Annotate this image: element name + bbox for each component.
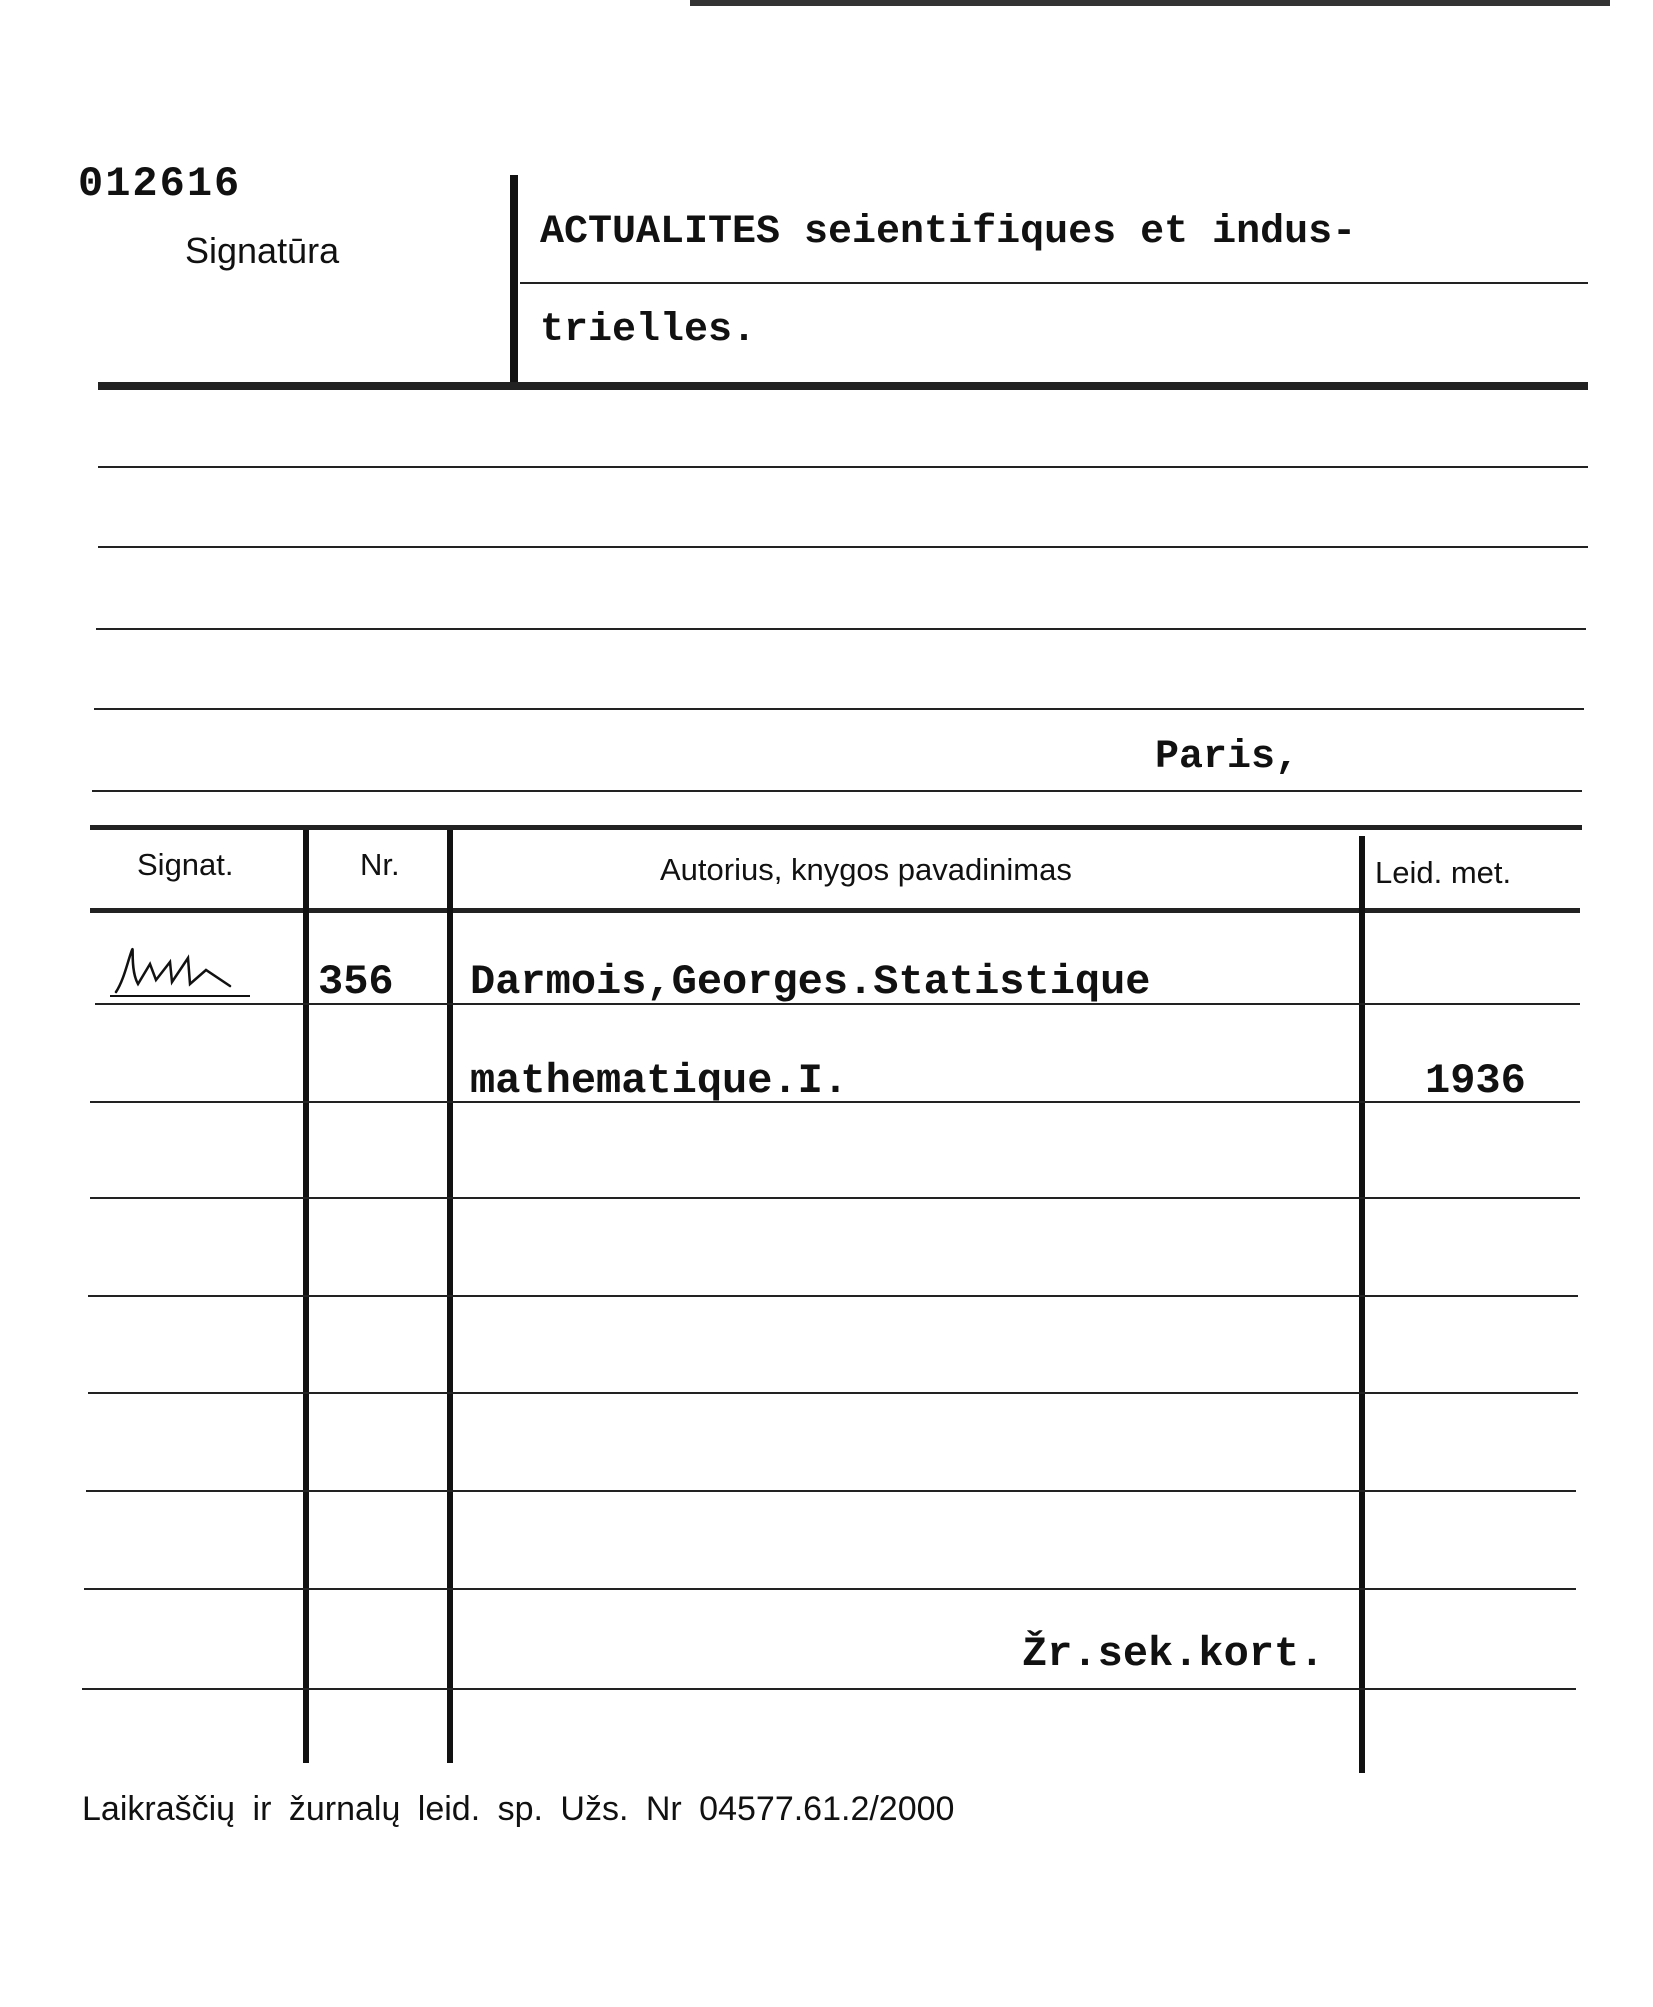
column-divider [1359, 836, 1365, 1773]
table-row-line [86, 1490, 1576, 1492]
ruled-line [98, 466, 1588, 468]
handwritten-signature [110, 940, 250, 1000]
ruled-line [96, 628, 1586, 630]
header-nr: Nr. [360, 847, 400, 882]
entry-title-line1: Darmois,Georges.Statistique [470, 958, 1151, 1006]
header-bottom-rule [90, 908, 1580, 913]
signatura-label: Signatūra [185, 230, 340, 271]
entry-year: 1936 [1425, 1057, 1526, 1105]
catalog-number: 012616 [78, 160, 242, 208]
table-row-line [88, 1392, 1578, 1394]
publication-place: Paris, [1155, 735, 1300, 780]
series-title-line2: trielles. [540, 308, 757, 353]
header-signat: Signat. [137, 847, 234, 882]
series-title-line1: ACTUALITES seientifiques et indus- [540, 210, 1357, 255]
header-rule [98, 382, 1588, 390]
table-row-line [88, 1295, 1578, 1297]
header-divider [510, 175, 518, 385]
table-row-line [90, 1197, 1580, 1199]
printer-footer: Laikraščių ir žurnalų leid. sp. Užs. Nr 04577.61.2/2000 [82, 1790, 955, 1828]
header-year: Leid. met. [1375, 855, 1512, 890]
table-row-line [82, 1688, 1576, 1690]
entry-number: 356 [318, 958, 394, 1006]
ruled-line [92, 790, 1582, 792]
table-top-rule [90, 825, 1582, 830]
ruled-line [94, 708, 1584, 710]
card-edge-top [690, 0, 1610, 6]
entry-title-line2: mathematique.I. [470, 1057, 849, 1105]
title-underline [520, 282, 1588, 284]
ruled-line [98, 546, 1588, 548]
table-row-line [84, 1588, 1576, 1590]
cross-reference: Žr.sek.kort. [1022, 1630, 1325, 1678]
header-author-title: Autorius, knygos pavadinimas [660, 852, 1072, 887]
